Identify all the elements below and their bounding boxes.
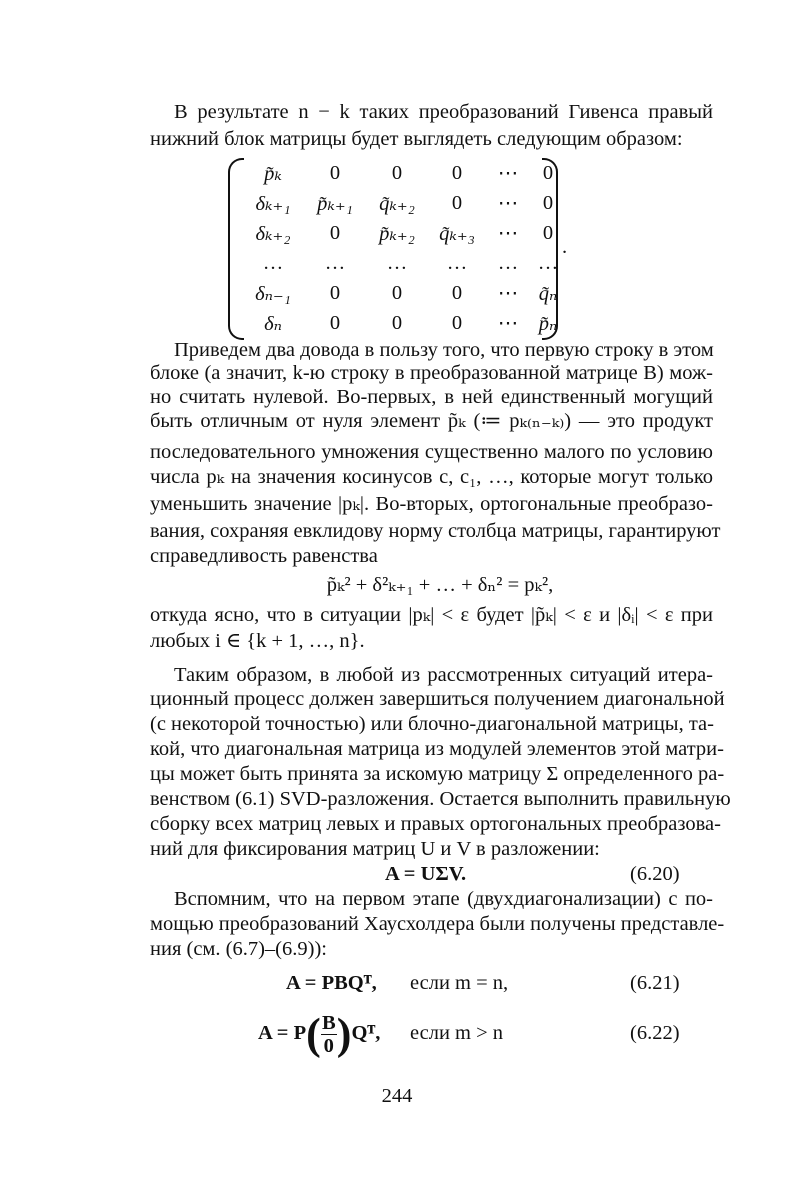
text-line: вания, сохраняя евклидову норму столбца матрицы, гарантируют — [150, 520, 721, 542]
matrix-cell: ⋯ — [497, 162, 519, 185]
matrix-cell: … — [537, 251, 559, 274]
matrix-cell: 0 — [329, 311, 341, 334]
matrix-cell: 0 — [391, 311, 403, 334]
fraction-denominator: 0 — [323, 1034, 334, 1057]
matrix-cell: δₖ₊₁ — [255, 192, 291, 215]
equation-6-21 — [0, 968, 794, 998]
matrix-cell: δₖ₊₂ — [255, 222, 291, 245]
matrix-cell: δₙ — [264, 312, 282, 335]
matrix-cell: 0 — [451, 281, 463, 304]
matrix-cell: ⋯ — [497, 312, 519, 335]
matrix — [228, 158, 558, 338]
matrix-period: . — [562, 236, 568, 258]
equation-formula: A = UΣV. — [385, 863, 467, 885]
text-line: Таким образом, в любой из рассмотренных ситуаций итера- — [174, 664, 713, 686]
text-line: ния (см. (6.7)–(6.9)): — [150, 938, 327, 960]
page-number: 244 — [381, 1085, 413, 1107]
text-line: откуда ясно, что в ситуации |pₖ| < ε будет |p̃ₖ| < ε и |δᵢ| < ε при — [150, 604, 713, 626]
equation-lhs: A = P — [258, 1022, 307, 1044]
matrix-cell: δₙ₋₁ — [255, 282, 291, 305]
equation-number: (6.21) — [630, 972, 680, 994]
matrix-cell: p̃ₖ — [264, 162, 282, 185]
matrix-cell: p̃ₖ₊₂ — [379, 222, 415, 245]
equation-condition: если m = n, — [410, 972, 509, 994]
matrix-cell: … — [386, 251, 408, 274]
equation-6-22 — [0, 1009, 794, 1059]
matrix-cell: ⋯ — [497, 282, 519, 305]
text-line: (с некоторой точностью) или блочно-диагональной матрицы, та- — [150, 713, 714, 735]
equation-condition: если m > n — [410, 1022, 504, 1044]
matrix-cell: … — [262, 251, 284, 274]
formula: p̃ₖ² + δ²ₖ₊₁ + … + δₙ² = pₖ², — [326, 574, 554, 596]
text-line: цы может быть принята за искомую матрицу Σ определенного ра- — [150, 763, 725, 785]
matrix-cell: 0 — [451, 161, 463, 184]
matrix-cell: … — [497, 251, 519, 274]
text-line: Приведем два довода в пользу того, что первую строку в этом — [174, 339, 714, 361]
equation-formula — [258, 1010, 380, 1057]
matrix-cell: 0 — [329, 161, 341, 184]
text-line: справедливость равенства — [150, 545, 378, 567]
text-line: В результате n − k таких преобразований Гивенса правый — [174, 101, 713, 123]
text-line: ционный процесс должен завершиться получением диагональной — [150, 688, 725, 710]
matrix-cell: … — [446, 251, 468, 274]
matrix-cell: 0 — [329, 221, 341, 244]
matrix-cell: 0 — [391, 281, 403, 304]
matrix-cell: ⋯ — [497, 192, 519, 215]
text-line: ний для фиксирования матриц U и V в разложении: — [150, 838, 600, 860]
left-parenthesis: ( — [306, 1009, 321, 1059]
equation-number: (6.22) — [630, 1022, 680, 1044]
matrix-cell: 0 — [542, 161, 554, 184]
text-line: числа pₖ на значения косинусов c, c₁, …, которые могут только — [150, 466, 713, 488]
text-line: мощью преобразований Хаусхолдера были получены представле- — [150, 913, 725, 935]
text-line: венством (6.1) SVD-разложения. Остается выполнить правильную — [150, 788, 731, 810]
matrix-cell: ⋯ — [497, 222, 519, 245]
text-line: блоке (а значит, k-ю строку в преобразованной матрице B) мож- — [150, 362, 713, 384]
text-line: быть отличным от нуля элемент p̃ₖ (≔ pₖ₍ₙ₋ₖ₎) — это продукт — [150, 410, 713, 432]
fraction-numerator: B — [321, 1011, 336, 1034]
matrix-cell: 0 — [391, 161, 403, 184]
matrix-cell: q̃ₖ₊₂ — [379, 192, 415, 215]
equation-rhs: Qᵀ, — [351, 1022, 381, 1044]
matrix-cell: 0 — [451, 311, 463, 334]
matrix-cell: 0 — [451, 191, 463, 214]
right-parenthesis: ) — [336, 1009, 352, 1059]
matrix-cell: 0 — [542, 191, 554, 214]
matrix-cell: q̃ₙ — [538, 282, 558, 305]
matrix-grid — [242, 158, 559, 338]
block-fraction — [321, 1012, 337, 1057]
matrix-cell: p̃ₖ₊₁ — [317, 192, 353, 215]
equation-6-20 — [0, 863, 794, 886]
text-line: кой, что диагональная матрица из модулей элементов этой матри- — [150, 738, 724, 760]
text-line: уменьшить значение |pₖ|. Во-вторых, ортогональные преобразо- — [150, 493, 713, 515]
matrix-cell: p̃ₙ — [538, 312, 558, 335]
text-line: последовательного умножения существенно малого по условию — [150, 441, 713, 463]
text-line: сборку всех матриц левых и правых ортогональных преобразова- — [150, 813, 721, 835]
text-line: любых i ∈ {k + 1, …, n}. — [150, 630, 365, 652]
equation-formula: A = PBQᵀ, — [286, 972, 377, 994]
matrix-cell: 0 — [542, 221, 554, 244]
matrix-cell: q̃ₖ₊₃ — [439, 222, 475, 245]
text-line: но считать нулевой. Во-первых, в ней единственный могущий — [150, 386, 713, 408]
text-line: нижний блок матрицы будет выглядеть следующим образом: — [150, 128, 683, 150]
matrix-cell: … — [324, 251, 346, 274]
matrix-cell: 0 — [329, 281, 341, 304]
right-parenthesis — [542, 158, 558, 340]
equation-number: (6.20) — [630, 863, 680, 885]
text-line: Вспомним, что на первом этапе (двухдиагонализации) с по- — [174, 888, 713, 910]
